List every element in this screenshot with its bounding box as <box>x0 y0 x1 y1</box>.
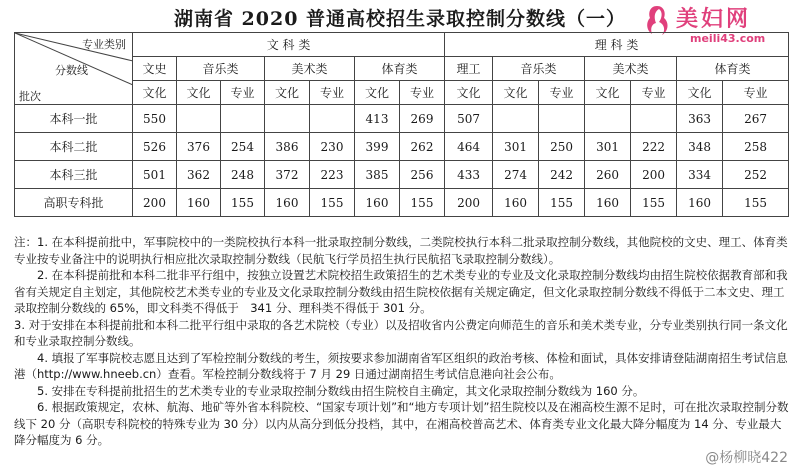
score-cell: 262 <box>400 133 445 161</box>
score-cell: 301 <box>585 133 631 161</box>
score-cell <box>539 105 585 133</box>
score-cell: 260 <box>585 161 631 189</box>
note-item: 4. 填报了军事院校志愿且达到了军检控制分数线的考生，须按要求参加湖南省军区组织的政治考核、体检和面试，具体安排请登陆湖南招生考试信息港（http://www.hneeb.cn）查看。军检控制分数线将于 7 月 29 日通过湖南招生考试信息港向社会公布。 <box>14 350 788 381</box>
score-cell: 242 <box>539 161 585 189</box>
page-title: 湖南省 2020 普通高校招生录取控制分数线（一） <box>173 8 627 30</box>
row-label: 本科一批 <box>15 105 133 133</box>
note-item: 6. 根据政策规定，农林、航海、地矿等外省本科院校、“国家专项计划”和“地方专项计划”招生院校以及在湘高校生源不足时，可在批次录取控制分数线下 20 分（高职专科院校的特殊专业为 30 分）以内从高分到低分投档，其中，在湘高校普高艺术、体育类专业文化最大降分幅度为 14 分、专业最大降分幅度为 6 分。 <box>14 400 789 447</box>
score-cell: 385 <box>355 161 400 189</box>
score-cell: 269 <box>400 105 445 133</box>
score-cell <box>585 105 631 133</box>
score-cell <box>177 105 221 133</box>
sub-header-major: 专业 <box>400 81 445 105</box>
group-header-wenke: 文 科 类 <box>133 33 445 57</box>
sub-header-culture: 文化 <box>585 81 631 105</box>
score-cell: 252 <box>723 161 789 189</box>
score-cell: 160 <box>493 189 539 217</box>
score-cell: 222 <box>631 133 677 161</box>
note-item: 5. 安排在专科提前批招生的艺术类专业的专业录取控制分数线由招生院校自主确定，其文化录取控制分数线为 160 分。 <box>37 383 645 398</box>
score-cell: 155 <box>631 189 677 217</box>
score-cell: 200 <box>445 189 493 217</box>
sub-header-culture: 文化 <box>493 81 539 105</box>
score-cell: 160 <box>355 189 400 217</box>
score-cell: 399 <box>355 133 400 161</box>
score-cell: 160 <box>585 189 631 217</box>
score-cell <box>221 105 265 133</box>
watermark-url: meili43.com <box>690 32 766 45</box>
score-cell: 250 <box>539 133 585 161</box>
corner-label-batch: 批次 <box>19 90 41 103</box>
score-cell <box>310 105 355 133</box>
score-cell: 334 <box>677 161 723 189</box>
score-cell: 155 <box>310 189 355 217</box>
table-corner-header <box>15 33 133 105</box>
sub-header-culture: 文化 <box>677 81 723 105</box>
score-cell <box>631 105 677 133</box>
score-cell: 386 <box>265 133 310 161</box>
score-cell: 160 <box>265 189 310 217</box>
score-cell: 348 <box>677 133 723 161</box>
score-cell: 433 <box>445 161 493 189</box>
category-header: 音乐类 <box>493 57 585 81</box>
category-header: 美术类 <box>585 57 677 81</box>
score-cell: 301 <box>493 133 539 161</box>
category-header: 体育类 <box>355 57 445 81</box>
score-cell <box>493 105 539 133</box>
score-cell: 274 <box>493 161 539 189</box>
score-cell: 223 <box>310 161 355 189</box>
score-cell: 200 <box>133 189 177 217</box>
sub-header-culture: 文化 <box>177 81 221 105</box>
score-table <box>14 32 789 217</box>
score-cell: 372 <box>265 161 310 189</box>
table-row <box>15 161 789 189</box>
score-cell: 267 <box>723 105 789 133</box>
score-cell: 155 <box>723 189 789 217</box>
note-item: 3. 对于安排在本科提前批和本科二批平行组中录取的各艺术院校（专业）以及招收省内公费定向师范生的音乐和美术类专业，分专业类别执行同一条文化和专业录取控制分数线。 <box>14 317 788 348</box>
note-item: 2. 在本科提前批和本科二批非平行组中，按独立设置艺术院校招生政策招生的艺术类专业的专业及文化录取控制分数线均由招生院校依据教育部和我省有关规定自主划定，其他院校艺术类专业的专业及文化录取控制分数线由招生院校依据有关规定确定，但文化录取控制分数线不得低于二本文史、理工录取控制分数线的 65%，即文科类不得低于 341 分、理科类不得低于 301 分。 <box>14 268 788 315</box>
sub-header-major: 专业 <box>631 81 677 105</box>
score-cell: 230 <box>310 133 355 161</box>
category-header: 美术类 <box>265 57 355 81</box>
score-cell: 155 <box>539 189 585 217</box>
sub-header-culture: 文化 <box>355 81 400 105</box>
sub-header-major: 专业 <box>539 81 585 105</box>
category-header: 文史 <box>133 57 177 81</box>
sub-header-culture: 文化 <box>265 81 310 105</box>
score-cell: 507 <box>445 105 493 133</box>
table-row <box>15 133 789 161</box>
corner-label-score: 分数线 <box>55 64 88 77</box>
author-credit: @杨柳晓422 <box>705 450 788 466</box>
score-cell: 160 <box>177 189 221 217</box>
score-cell: 413 <box>355 105 400 133</box>
watermark-name: 美妇网 <box>676 6 752 32</box>
table-row <box>15 189 789 217</box>
score-cell: 501 <box>133 161 177 189</box>
score-cell <box>265 105 310 133</box>
score-cell: 363 <box>677 105 723 133</box>
row-label: 高职专科批 <box>15 189 133 217</box>
row-label: 本科三批 <box>15 161 133 189</box>
category-header: 体育类 <box>677 57 789 81</box>
notes-section <box>14 234 790 449</box>
score-cell: 550 <box>133 105 177 133</box>
sub-header-culture: 文化 <box>445 81 493 105</box>
category-header: 理工 <box>445 57 493 81</box>
score-cell: 464 <box>445 133 493 161</box>
score-cell: 200 <box>631 161 677 189</box>
score-cell: 160 <box>677 189 723 217</box>
sub-header-major: 专业 <box>221 81 265 105</box>
row-label: 本科二批 <box>15 133 133 161</box>
score-cell: 254 <box>221 133 265 161</box>
corner-label-category: 专业类别 <box>82 38 126 51</box>
score-cell: 155 <box>400 189 445 217</box>
table-row <box>15 105 789 133</box>
score-cell: 248 <box>221 161 265 189</box>
score-cell: 376 <box>177 133 221 161</box>
group-header-like: 理 科 类 <box>445 33 789 57</box>
score-cell: 526 <box>133 133 177 161</box>
sub-header-major: 专业 <box>310 81 355 105</box>
sub-header-major: 专业 <box>723 81 789 105</box>
category-header: 音乐类 <box>177 57 265 81</box>
score-cell: 362 <box>177 161 221 189</box>
sub-header-culture: 文化 <box>133 81 177 105</box>
score-cell: 256 <box>400 161 445 189</box>
score-cell: 258 <box>723 133 789 161</box>
score-cell: 155 <box>221 189 265 217</box>
note-item: 注：1. 在本科提前批中，军事院校中的一类院校执行本科一批录取控制分数线，二类院校执行本科二批录取控制分数线，其他院校的文史、理工、体育类专业按专业备注中的说明执行相应批次录取控制分数线（民航飞行学员招生执行民航招飞录取控制分数线）。 <box>14 235 788 266</box>
